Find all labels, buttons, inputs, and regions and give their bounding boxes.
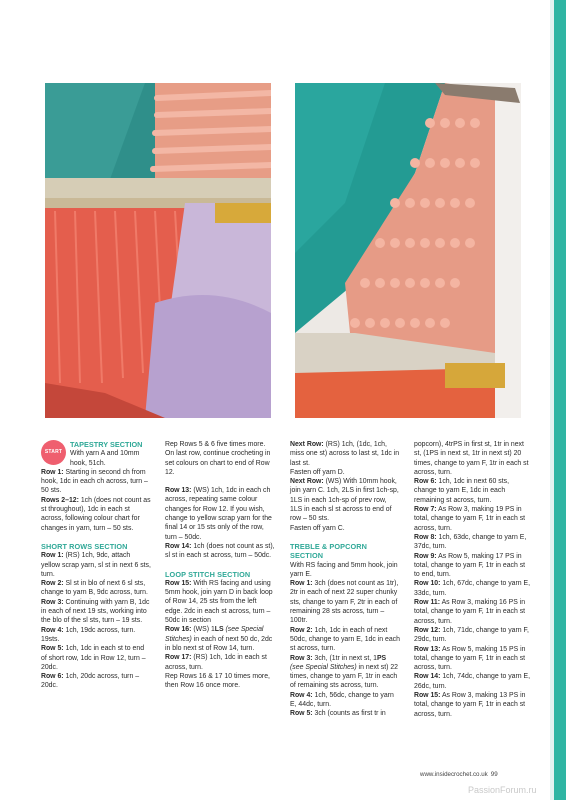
watermark: PassionForum.ru <box>468 785 537 795</box>
tapestry-intro: With yarn A and 10mm hook, 51ch. <box>70 450 140 467</box>
pattern-row: Row 3: Continuing with yarn B, 1dc in each of next 19 sts, working into the blo of the sl sts, turn – 19 sts. <box>41 598 150 625</box>
pattern-row: Row 13: (WS) 1ch, 1dc in each ch across, repeating same colour changes for Row 12. If you wish, change to yellow scrap yarn for the final 14 or 15 sts only of the row, turn – 50dc. <box>165 487 272 541</box>
pattern-row: Row 13: As Row 5, making 15 PS in total, change to yarn F, 1tr in each st across, turn. <box>414 645 526 672</box>
crochet-side-image <box>295 83 521 418</box>
pattern-column-1 <box>41 440 151 691</box>
pattern-row: Row 4: 1ch, 56dc, change to yarn E, 44dc, turn. <box>290 691 394 709</box>
pattern-row: Row 14: 1ch (does not count as st), sl st in each st across, turn – 50dc. <box>165 542 275 560</box>
pattern-row: Row 15: With RS facing and using 5mm hook, join yarn D in back loop of Row 14, 25 sts from the left edge. 2dc in each st across, turn – 50dc in section <box>165 579 273 625</box>
pattern-column-2 <box>165 440 275 690</box>
heading-loop-stitch: LOOP STITCH SECTION <box>165 569 251 579</box>
pattern-row: Row 8: 1ch, 63dc, change to yarn E, 37dc, turn. <box>414 533 527 551</box>
pattern-row: Row 16: (WS) 1LS (see Special Stitches) in each of next 50 dc, 2dc in blo next st of Row 14, turn. <box>165 626 273 652</box>
pattern-row: Row 14: 1ch, 74dc, change to yarn E, 26dc, turn. <box>414 673 531 690</box>
pattern-row: Row 10: 1ch, 67dc, change to yarn E, 33dc, turn. <box>414 580 531 597</box>
start-badge: START <box>41 440 66 465</box>
pattern-row: Next Row: (RS) 1ch, (1dc, 1ch, miss one st) across to last st, 1dc in last st. <box>290 441 400 467</box>
pattern-row: Row 3: 3ch, (1tr in next st, 1PS (see Special Stitches) in next st) 22 times, change to yarn F, 1tr in each of remaining sts across, turn. <box>290 654 399 690</box>
pattern-row: Row 6: 1ch, 20dc across, turn – 20dc. <box>41 673 140 690</box>
pattern-row: Next Row: (WS) With 10mm hook, join yarn C. 1ch, 2LS in first 1ch-sp, 1LS in each 1ch-sp of prev row, 1LS in each sl st across to end of row – 50 sts. <box>290 478 399 523</box>
page-number: 99 <box>490 771 498 778</box>
crochet-closeup-image <box>45 83 271 418</box>
pattern-row: Row 5: 1ch, 1dc in each st to end of short row, 1dc in Row 12, turn – 20dc. <box>41 645 146 671</box>
pattern-row: Row 4: 1ch, 19dc across, turn. 19sts. <box>41 626 136 643</box>
pattern-row: Row 1: (RS) 1ch, 9dc, attach yellow scrap yarn, sl st in next 6 sts, turn. <box>41 552 151 578</box>
pattern-note: Rep Rows 16 & 17 10 times more, then Row 16 once more. <box>165 672 270 690</box>
heading-tapestry-section: TAPESTRY SECTION <box>70 440 143 449</box>
pattern-row: Row 2: 1ch, 1dc in each of next 50dc, change to yarn E, 1dc in each st across, turn. <box>290 626 400 653</box>
heading-treble-popcorn: TREBLE & POPCORN SECTION <box>290 541 368 561</box>
pattern-note: Fasten off yarn C. <box>290 524 345 532</box>
pattern-column-4 <box>414 440 532 719</box>
footer-url[interactable]: www.insidecrochet.co.uk <box>420 771 488 778</box>
pattern-row: Row 11: As Row 3, making 16 PS in total, change to yarn F, 1tr in each st across, turn. <box>414 599 526 625</box>
crochet-photo-side <box>295 83 521 418</box>
pattern-row: Row 12: 1ch, 71dc, change to yarn F, 29dc, turn. <box>414 626 529 644</box>
pattern-row: Row 9: As Row 5, making 17 PS in total, change to yarn F, 1tr in each st to end, turn. <box>414 552 526 579</box>
pattern-note: Rep Rows 5 & 6 five times more. On last row, continue crocheting in set colours on chart to end of Row 12. <box>165 441 271 476</box>
pattern-column-3 <box>290 440 400 719</box>
crochet-photo-closeup <box>45 83 271 418</box>
start-section <box>41 440 151 468</box>
pattern-row: Row 1: 3ch (does not count as 1tr), 2tr in each of next 22 super chunky sts, change to yarn F, 2tr in each of remaining 28 sts across, turn – 100tr. <box>290 580 399 625</box>
pattern-row: Row 5: 3ch (counts as first tr in <box>290 710 386 718</box>
pattern-note: Fasten off yarn D. <box>290 468 345 476</box>
pattern-note: With RS facing and 5mm hook, join yarn E. <box>290 561 398 578</box>
pattern-row: Row 17: (RS) 1ch, 1dc in each st across, turn. <box>165 654 267 671</box>
pattern-row: Row 1: Starting in second ch from hook, 1dc in each ch across, turn – 50 sts. <box>41 468 148 495</box>
pattern-row: Row 2: Sl st in blo of next 6 sl sts, change to yarn B, 9dc across, turn. <box>41 580 148 597</box>
pattern-row: Rows 2–12: 1ch (does not count as st throughout), 1dc in each st across, following colour chart for changes in yarn, turn – 50 sts. <box>41 496 151 532</box>
pattern-note: popcorn), 4trPS in first st, 1tr in next st, (1PS in next st, 1tr in next st) 20 times, change to yarn F, 1tr in each st across, turn. <box>414 441 529 476</box>
side-colour-tab <box>554 0 566 800</box>
heading-short-rows: SHORT ROWS SECTION <box>41 541 128 551</box>
pattern-row: Row 15: As Row 3, making 13 PS in total, change to yarn F, 1tr in each st across, turn. <box>414 692 526 718</box>
pattern-row: Row 6: 1ch, 1dc in next 60 sts, change to yarn E, 1dc in each remaining st across, turn. <box>414 478 509 504</box>
pattern-row: Row 7: As Row 3, making 19 PS in total, change to yarn F, 1tr in each st across, turn. <box>414 506 526 532</box>
page-footer <box>420 771 498 778</box>
